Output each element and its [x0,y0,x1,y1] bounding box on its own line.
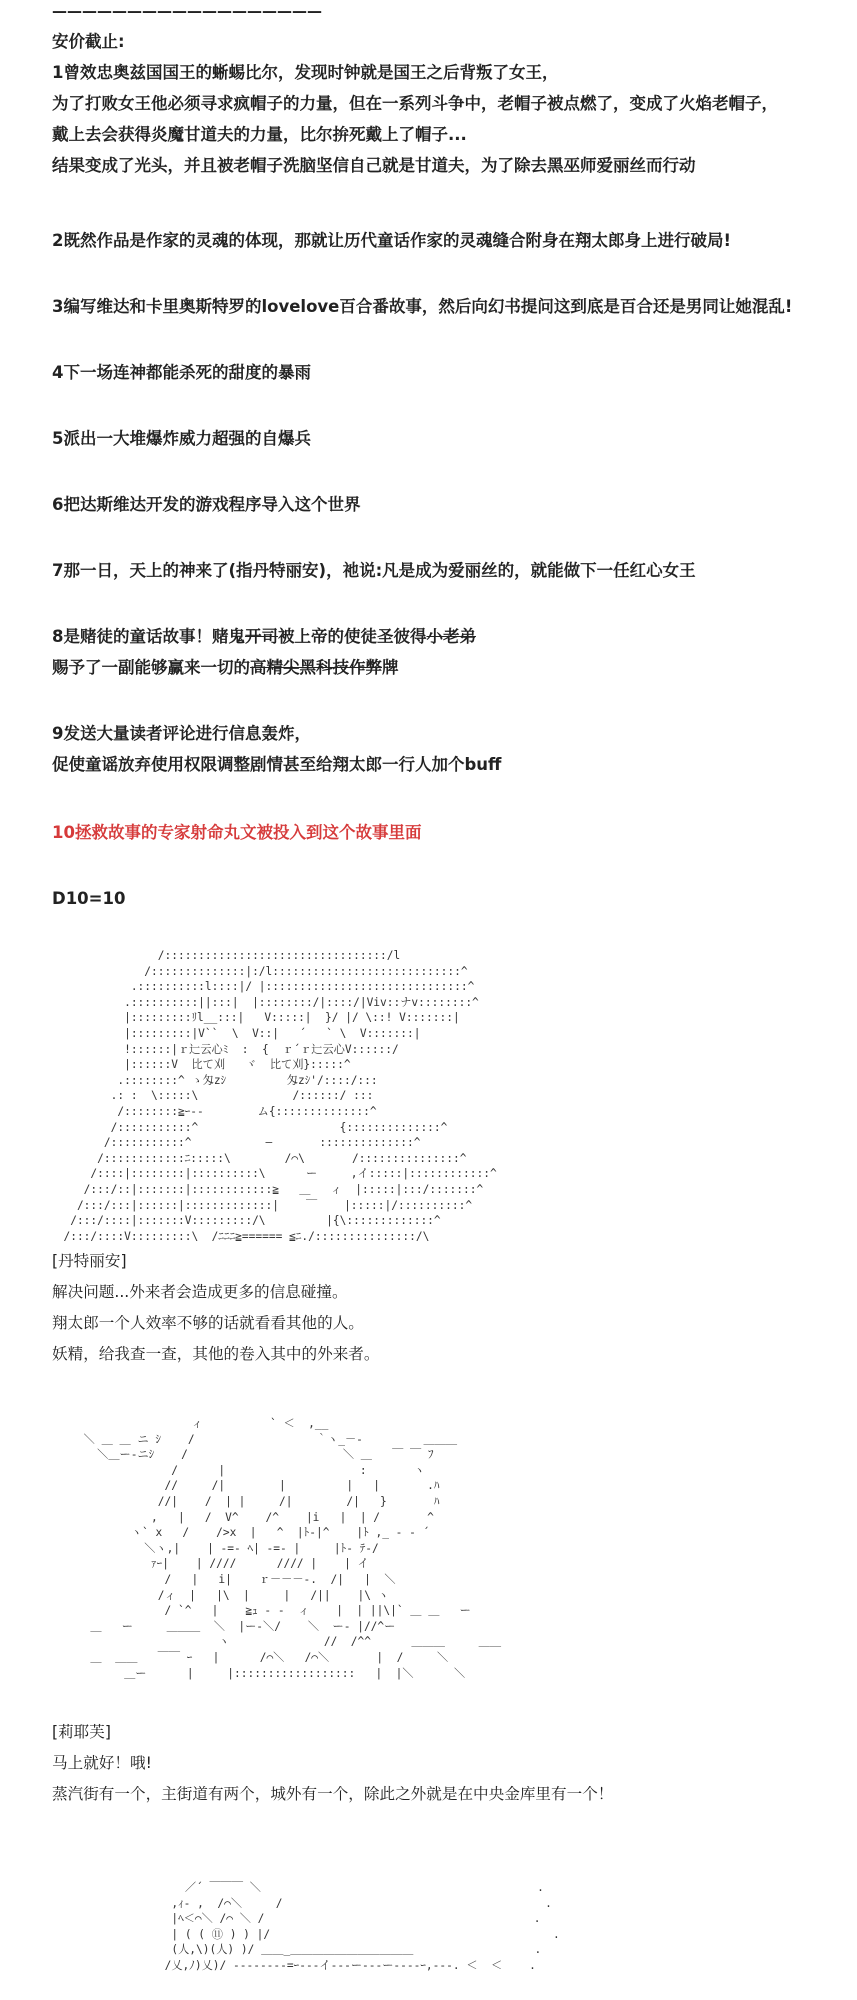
vote-results-section [52,26,778,181]
struck-text: 开司 [244,627,278,646]
ascii-art-dantalian: /:::::::::::::::::::::::::::::::::/l /::::::::::::::|:/l::::::::::::::::::::::::::::^ .::::::::::l::::|/ |::::::::::::::::::::::::::::::^ .::::::::::||:::| |::::::::/|::::/|Viv::ナv::::::::^ |:::::::::ﾘl__:::| V:::::| }/ |/ \::! V:::::::| |:::::::::|V`` \ V::| ´ ` \ V:::::::| !::::::|ｒ辷云心ﾐ : { ｒ´ｒ辷云心V::::::/ |::::::V 比て刈 ヾ 比て刈}:::::^ .::::::::^ ゝ匁zｼ 匁zｼ'/::::/::: .: : \:::::\ /::::::/ ::: /::::::::≧ｰ-‐ ム{::::::::::::::^ /:::::::::::^ {::::::::::::::^ /:::::::::::^ ― ::::::::::::::^ /::::::::::::ﾆ:::::\ /⌒\ /:::::::::::::::^ /::::|::::::::|::::::::::\ ー ,イ:::::|::::::::::::^ /:::/::|:::::::|::::::::::::≧ ＿ ィ |:::::|:::/:::::::^ /:::/:::|::::::|:::::::::::::| ￣ |:::::|/::::::::::^ /:::/::::|:::::::V:::::::::/\ |{\:::::::::::::^ /:::/::::V:::::::::\ /ﾆﾆﾆ≧====== ≦ﾆ./:::::::::::::::/\ [63,949,497,1243]
speech-line: 蒸汽街有一个，主街道有两个，城外有一个，除此之外就是在中央金库里有一个！ [52,1785,614,1803]
option-6 [52,489,360,520]
option-line: 1曾效忠奥兹国国王的蜥蜴比尔，发现时钟就是国王之后背叛了女王， [52,63,559,82]
option-line: 5派出一大堆爆炸威力超强的自爆兵 [52,429,311,448]
option-line: 促使童谣放弃使用权限调整剧情甚至给翔太郎一行人加个buff [52,755,502,774]
dialog-lief [52,1717,613,1810]
option-9 [52,718,501,780]
ascii-art-third: ／´ ￣￣￣ ＼ . ,ｨ‐ , /⌒＼ / . |ﾍ＜⌒＼ /⌒ ＼ / . | ( ( ⑪ ) ) |/ . (人,\)(人) )/ ＿＿_＿＿＿＿＿＿＿＿＿＿＿ . /乂,ﾉ)乂)/ -‐‐‐----=ｰ-‐-イ-‐-ー-‐-ー‐---ｰ,‐-‐. ＜ ＜ . [164,1881,560,1972]
speaker-name: [莉耶芙] [52,1723,111,1741]
option-line: 9发送大量读者评论进行信息轰炸， [52,724,311,743]
heading: 安价截止: [52,32,125,51]
option-line: 赐予了一副能够赢来一切的高精尖黑科技作弊牌 [52,658,399,677]
dice-result: D10=10 [52,889,126,908]
ascii-art-lief: ィ ` ＜ ,__ ＼ ＿ ＿ ニ ｼ / ｀ヽ_－‐ ＿＿＿ ＼＿ー-ニｼ / ＼ ＿ ￣ ￣ ﾌ / | : ヽ // /| | | | .ﾊ //| / | | /| /| } ﾊ , | / V^ /^ |i | | / ^ ヽ` x / />x | ^ |ﾄ-|^ |ﾄ ,_ ‐ ‐ ´ ＼ヽ,| | -=- ﾍ| -=- | |ﾄ- ﾃ-/ ｧｰ| | //// //// | | イ / | i| ｒ－－－‐. /| | ＼ /ィ | |\ | | /|| |\ ヽ / `^ | ≧ｭ ‐ ‐ ィ | | ||\|` ＿ ＿ ー ＿ ー ＿＿＿ ＼ |ー-＼/ ＼ ー- |//^ー ヽ // /^^ ＿＿＿ ＿＿ ＿ ＿＿ ￣￣ ｰ | /⌒＼ /⌒＼ | / ＼ ＿ー | |:::::::::::::::::: | |＼ ＼ [83,1417,502,1680]
option-3 [52,291,792,322]
option-7 [52,555,696,586]
option-line: 结果变成了光头，并且被老帽子洗脑坚信自己就是甘道夫，为了除去黑巫师爱丽丝而行动 [52,156,696,175]
option-1 [52,57,778,181]
option-line: 4下一场连神都能杀死的甜度的暴雨 [52,363,311,382]
winning-option: 10拯救故事的专家射命丸文被投入到这个故事里面 [52,823,422,842]
speech-line: 翔太郎一个人效率不够的话就看看其他的人。 [52,1314,364,1332]
option-5 [52,423,311,454]
dialog-dantalian [52,1246,379,1370]
option-line: 7那一日，天上的神来了(指丹特丽安)，祂说:凡是成为爱丽丝的，就能做下一任红心女王 [52,561,696,580]
option-line: 2既然作品是作家的灵魂的体现，那就让历代童话作家的灵魂缝合附身在翔太郎身上进行破局! [52,231,732,250]
option-line: 为了打败女王他必须寻求疯帽子的力量，但在一系列斗争中，老帽子被点燃了，变成了火焰老帽子， [52,94,778,113]
struck-text: 高精尖黑科技作弊 [250,658,382,677]
top-divider: —————————————————— [52,2,322,20]
speaker-name: [丹特丽安] [52,1252,127,1270]
option-2 [52,225,731,256]
speech-line: 妖精，给我查一查，其他的卷入其中的外来者。 [52,1345,380,1363]
option-line: 3编写维达和卡里奥斯特罗的lovelove百合番故事，然后向幻书提问这到底是百合还是男同让她混乱! [52,297,793,316]
option-line: 戴上去会获得炎魔甘道夫的力量，比尔拚死戴上了帽子... [52,125,467,144]
option-4 [52,357,311,388]
option-8 [52,621,476,683]
option-line: 6把达斯维达开发的游戏程序导入这个世界 [52,495,361,514]
speech-line: 马上就好！哦! [52,1754,152,1772]
option-line: 8是赌徒的童话故事！赌鬼开司被上帝的使徒圣彼得小老弟 [52,627,476,646]
speech-line: 解决问题...外来者会造成更多的信息碰撞。 [52,1283,348,1301]
struck-text: 小老弟 [426,627,476,646]
